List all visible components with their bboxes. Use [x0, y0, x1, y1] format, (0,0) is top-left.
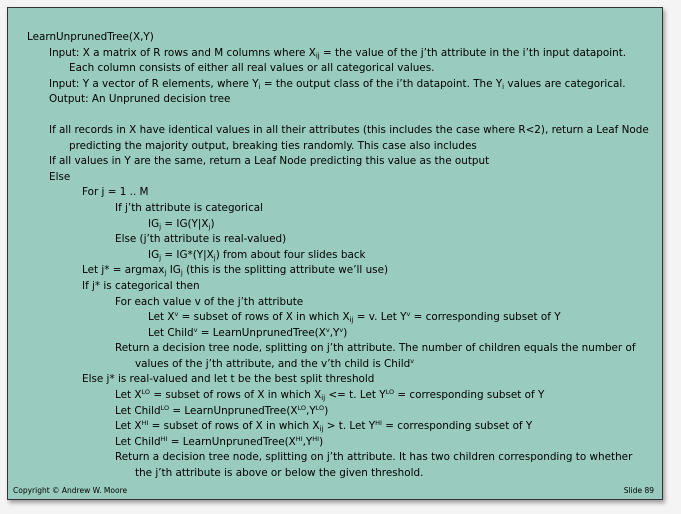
step-ig-categorical: $IG_j = IG(Y|X_j)$ — [148, 217, 215, 231]
algorithm-title: LearnUnprunedTree(X,Y) — [27, 31, 154, 43]
input-x-description: Input: X a matrix of R rows and M columns where $X_{ij}$ = the value of the j’th attribute in the i’th input datapoint. Each column consists of either all real values or all categorical values. — [49, 46, 627, 75]
slide-body — [27, 30, 652, 482]
output-description: Output: An Unpruned decision tree — [49, 93, 231, 106]
step-let-childv: Let Child$^v$ = $LearnUnprunedTree(X^v,Y^v)$ — [148, 325, 348, 339]
step-if-categorical: If j’th attribute is categorical — [115, 201, 264, 214]
step-else: Else — [49, 170, 71, 183]
step-if-jstar-categorical: If j* is categorical then — [82, 279, 200, 292]
step-let-xhi: Let $X^{HI}$ = subset of rows of X in which $X_{ij} > t$. Let $Y^{HI}$ = corresponding subset of Y — [115, 419, 533, 434]
step-return-categorical: Return a decision tree node, splitting on j’th attribute. The number of children equals the number of values of the j’th attribute, and the v’th child is Child$^v$ — [115, 342, 636, 370]
step-let-xv: Let $X^v$ = subset of rows of X in which $X_{ij} = v$. Let $Y^v$ = corresponding subset of Y — [148, 310, 561, 325]
step-else-jstar-real: Else j* is real-valued and let t be the best split threshold — [82, 373, 375, 386]
step-same-output: If all values in Y are the same, return a Leaf Node predicting this value as the output — [49, 155, 490, 168]
spacer — [27, 108, 652, 123]
slide — [7, 7, 663, 500]
input-y-description: Input: Y a vector of R elements, where $Y_i$ = the output class of the i’th datapoint. The $Y_i$ values are categorical. — [49, 77, 626, 91]
step-let-xlo: Let $X^{LO}$ = subset of rows of X in which $X_{ij} <= t$. Let $Y^{LO}$ = corresponding subset of Y — [115, 388, 545, 403]
step-let-childhi: Let Child$^{HI}$ = $LearnUnprunedTree(X^{HI},Y^{HI})$ — [115, 434, 324, 448]
step-argmax: Let j* = argmax$_j$ $IG_j$ (this is the splitting attribute we’ll use) — [82, 264, 389, 278]
step-for-each-value: For each value v of the j’th attribute — [115, 295, 304, 308]
step-return-real: Return a decision tree node, splitting on j’th attribute. It has two children corresponding to whether the j’th attribute is above or below the given threshold. — [115, 451, 633, 480]
slide-number: Slide 89 — [623, 486, 654, 495]
copyright-footer: Copyright © Andrew W. Moore — [13, 486, 128, 495]
step-ig-real: $IG_j = IG*(Y|X_j)$ from about four slides back — [148, 248, 366, 262]
step-else-real: Else (j’th attribute is real-valued) — [115, 233, 287, 246]
step-for-loop: For j = 1 .. M — [82, 186, 149, 199]
step-let-childlo: Let Child$^{LO}$ = $LearnUnprunedTree(X^{LO},Y^{LO})$ — [115, 403, 329, 417]
step-identical-records: If all records in X have identical values in all their attributes (this includes the case where R<2), return a Leaf Node predicting the majority output, breaking ties randomly. This case also includes — [49, 123, 649, 152]
